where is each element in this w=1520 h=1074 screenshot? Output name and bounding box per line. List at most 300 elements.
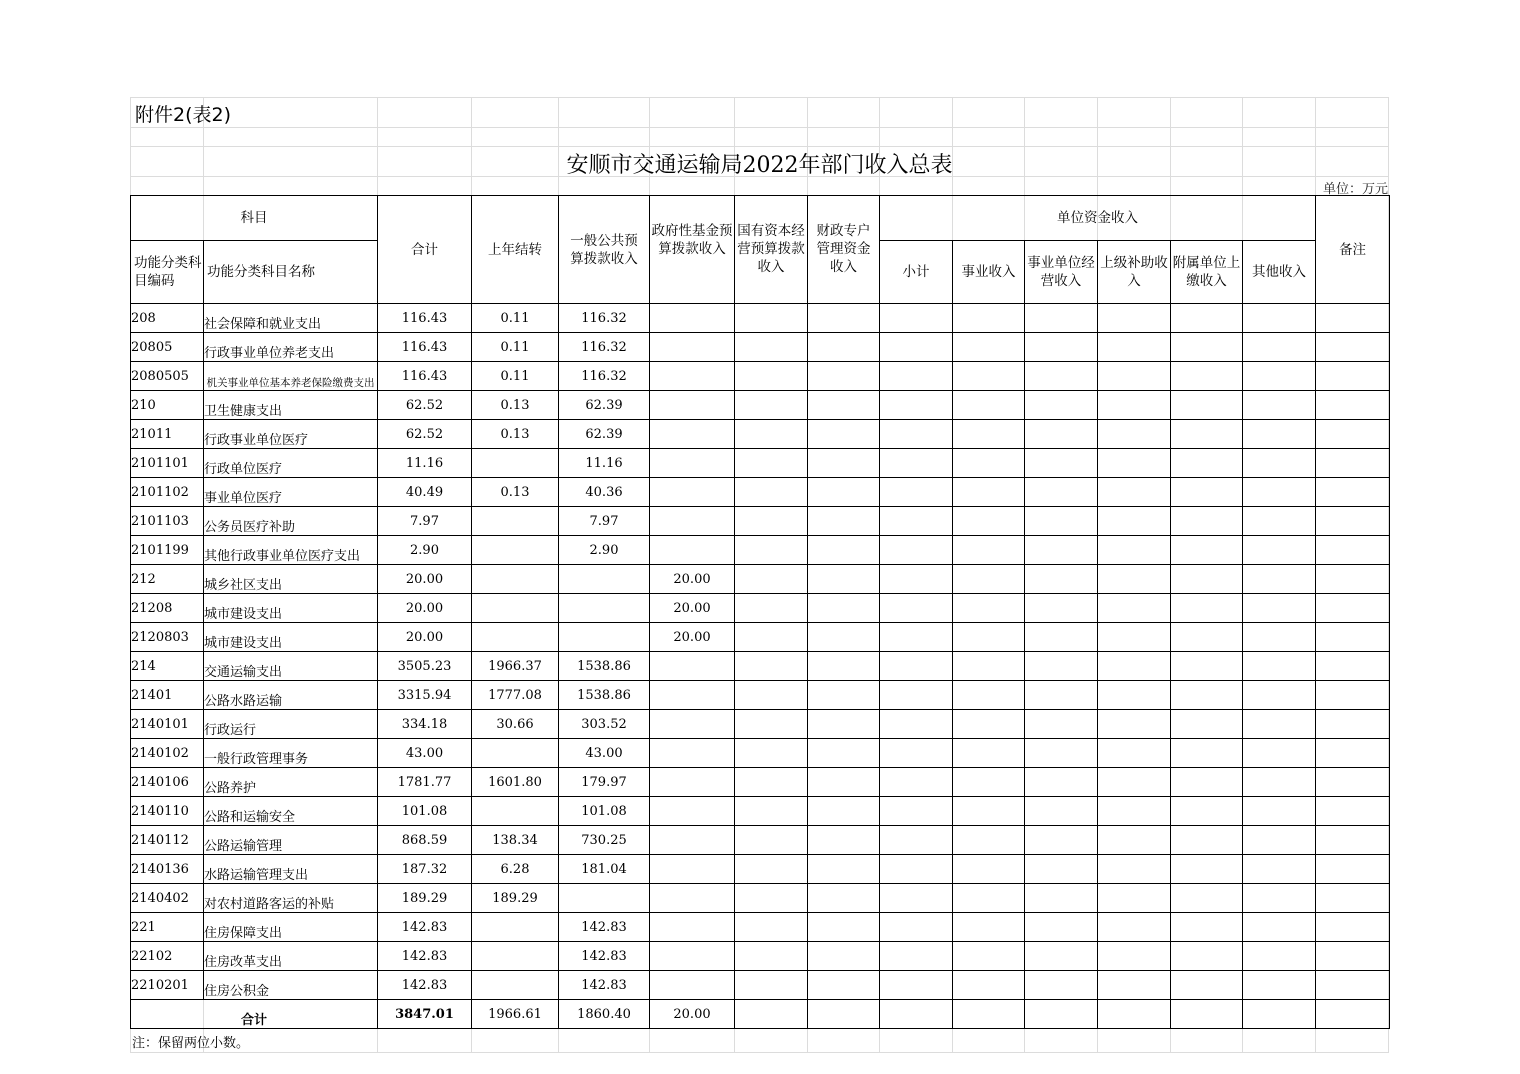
empty-cell [880, 768, 953, 797]
row-name: 公路水路运输 [204, 681, 378, 710]
row-gov-fund [650, 710, 735, 739]
empty-cell [953, 855, 1025, 884]
empty-cell [1025, 710, 1098, 739]
row-code: 2101103 [131, 507, 204, 536]
header-superior-subsidy: 上级补助收入 [1098, 241, 1171, 304]
row-carryover [472, 565, 559, 594]
empty-cell [1243, 681, 1316, 710]
empty-cell [953, 652, 1025, 681]
empty-cell [1243, 449, 1316, 478]
table-row [131, 913, 1390, 942]
row-carryover [472, 971, 559, 1000]
row-carryover: 1601.80 [472, 768, 559, 797]
table-body [131, 304, 1390, 1029]
row-code: 21208 [131, 594, 204, 623]
empty-cell [808, 333, 880, 362]
empty-cell [1316, 942, 1390, 971]
empty-cell [880, 826, 953, 855]
row-general-budget: 303.52 [559, 710, 650, 739]
empty-cell [1098, 797, 1171, 826]
empty-cell [1025, 797, 1098, 826]
row-carryover: 0.11 [472, 333, 559, 362]
table-row [131, 652, 1390, 681]
row-code: 2101102 [131, 478, 204, 507]
empty-cell [1243, 1000, 1316, 1029]
row-gov-fund [650, 971, 735, 1000]
empty-cell [880, 478, 953, 507]
empty-cell [808, 942, 880, 971]
empty-cell [1171, 971, 1243, 1000]
empty-cell [953, 1000, 1025, 1029]
empty-cell [1025, 507, 1098, 536]
row-gov-fund [650, 449, 735, 478]
row-general-budget: 179.97 [559, 768, 650, 797]
empty-cell [1171, 942, 1243, 971]
empty-cell [1098, 855, 1171, 884]
empty-cell [1171, 652, 1243, 681]
row-general-budget: 116.32 [559, 304, 650, 333]
row-code: 210 [131, 391, 204, 420]
empty-cell [808, 594, 880, 623]
row-gov-fund [650, 826, 735, 855]
row-carryover: 0.13 [472, 391, 559, 420]
empty-cell [1316, 710, 1390, 739]
row-code: 22102 [131, 942, 204, 971]
empty-cell [1025, 594, 1098, 623]
empty-cell [1243, 536, 1316, 565]
empty-cell [1025, 826, 1098, 855]
empty-cell [735, 942, 808, 971]
row-gov-fund [650, 304, 735, 333]
empty-cell [1171, 594, 1243, 623]
row-gov-fund [650, 797, 735, 826]
header-state-capital: 国有资本经营预算拨款收入 [735, 196, 808, 304]
row-carryover: 0.11 [472, 362, 559, 391]
row-general-budget [559, 594, 650, 623]
row-general-budget: 7.97 [559, 507, 650, 536]
row-carryover [472, 536, 559, 565]
row-name: 一般行政管理事务 [204, 739, 378, 768]
empty-cell [1098, 507, 1171, 536]
row-carryover [472, 623, 559, 652]
row-gov-fund [650, 420, 735, 449]
empty-cell [1098, 478, 1171, 507]
row-code: 21011 [131, 420, 204, 449]
empty-cell [953, 971, 1025, 1000]
row-carryover: 0.13 [472, 420, 559, 449]
empty-cell [1243, 304, 1316, 333]
row-name: 对农村道路客运的补贴 [204, 884, 378, 913]
empty-cell [880, 362, 953, 391]
empty-cell [1171, 391, 1243, 420]
empty-cell [1025, 449, 1098, 478]
empty-cell [1025, 478, 1098, 507]
empty-cell [808, 536, 880, 565]
empty-cell [1098, 971, 1171, 1000]
empty-cell [735, 362, 808, 391]
row-carryover: 30.66 [472, 710, 559, 739]
empty-cell [1316, 536, 1390, 565]
empty-cell [880, 449, 953, 478]
empty-cell [808, 884, 880, 913]
empty-cell [1171, 913, 1243, 942]
table-row [131, 536, 1390, 565]
row-gov-fund [650, 855, 735, 884]
empty-cell [1098, 826, 1171, 855]
row-name: 公路运输管理 [204, 826, 378, 855]
table-row [131, 739, 1390, 768]
row-general-budget: 142.83 [559, 913, 650, 942]
empty-cell [735, 681, 808, 710]
empty-cell [1316, 333, 1390, 362]
empty-cell [1243, 826, 1316, 855]
row-general-budget: 116.32 [559, 362, 650, 391]
empty-cell [808, 710, 880, 739]
row-general-budget: 40.36 [559, 478, 650, 507]
page-title: 安顺市交通运输局2022年部门收入总表 [566, 153, 953, 178]
header-gov-fund: 政府性基金预算拨款收入 [650, 196, 735, 304]
empty-cell [735, 652, 808, 681]
table-row [131, 565, 1390, 594]
empty-cell [808, 507, 880, 536]
empty-cell [880, 333, 953, 362]
empty-cell [880, 739, 953, 768]
table-row [131, 768, 1390, 797]
empty-cell [1243, 884, 1316, 913]
unit-label: 单位：万元 [1322, 182, 1388, 197]
empty-cell [1316, 768, 1390, 797]
empty-cell [1316, 478, 1390, 507]
row-general-budget: 62.39 [559, 391, 650, 420]
empty-cell [1171, 826, 1243, 855]
table-row [131, 971, 1390, 1000]
total-label: 合计 [131, 1000, 378, 1029]
row-carryover [472, 507, 559, 536]
row-general-budget: 101.08 [559, 797, 650, 826]
row-general-budget: 116.32 [559, 333, 650, 362]
empty-cell [1098, 681, 1171, 710]
table-row [131, 304, 1390, 333]
row-code: 208 [131, 304, 204, 333]
empty-cell [1171, 710, 1243, 739]
empty-cell [880, 304, 953, 333]
row-carryover [472, 594, 559, 623]
empty-cell [735, 1000, 808, 1029]
row-name: 城市建设支出 [204, 594, 378, 623]
row-name: 住房保障支出 [204, 913, 378, 942]
header-remark: 备注 [1316, 196, 1390, 304]
header-fiscal-special: 财政专户管理资金收入 [808, 196, 880, 304]
row-name: 社会保障和就业支出 [204, 304, 378, 333]
empty-cell [735, 768, 808, 797]
empty-cell [1098, 768, 1171, 797]
empty-cell [1025, 536, 1098, 565]
empty-cell [880, 855, 953, 884]
total-gov-fund: 20.00 [650, 1000, 735, 1029]
row-general-budget: 142.83 [559, 942, 650, 971]
row-general-budget: 1538.86 [559, 652, 650, 681]
empty-cell [808, 826, 880, 855]
header-subject: 科目 [131, 196, 378, 241]
empty-cell [1316, 507, 1390, 536]
empty-cell [808, 768, 880, 797]
empty-cell [1025, 420, 1098, 449]
empty-cell [1243, 478, 1316, 507]
table-row [131, 797, 1390, 826]
empty-cell [953, 333, 1025, 362]
empty-cell [735, 884, 808, 913]
empty-cell [1243, 652, 1316, 681]
empty-cell [1171, 304, 1243, 333]
table-row [131, 507, 1390, 536]
empty-cell [808, 304, 880, 333]
empty-cell [1316, 449, 1390, 478]
row-carryover: 189.29 [472, 884, 559, 913]
empty-cell [880, 884, 953, 913]
row-name: 行政运行 [204, 710, 378, 739]
empty-cell [953, 913, 1025, 942]
row-total: 2.90 [378, 536, 472, 565]
empty-cell [808, 681, 880, 710]
empty-cell [735, 739, 808, 768]
row-name: 其他行政事业单位医疗支出 [204, 536, 378, 565]
row-gov-fund [650, 652, 735, 681]
empty-cell [1098, 913, 1171, 942]
row-gov-fund [650, 739, 735, 768]
row-code: 2101101 [131, 449, 204, 478]
row-name: 行政单位医疗 [204, 449, 378, 478]
empty-cell [1243, 391, 1316, 420]
row-gov-fund [650, 768, 735, 797]
row-gov-fund [650, 681, 735, 710]
header-carryover: 上年结转 [472, 196, 559, 304]
row-total: 189.29 [378, 884, 472, 913]
empty-cell [1171, 884, 1243, 913]
row-total: 116.43 [378, 333, 472, 362]
empty-cell [880, 681, 953, 710]
empty-cell [1098, 652, 1171, 681]
row-gov-fund [650, 884, 735, 913]
row-total: 116.43 [378, 362, 472, 391]
header-unit-funds: 单位资金收入 [880, 196, 1316, 241]
empty-cell [1098, 304, 1171, 333]
empty-cell [1098, 1000, 1171, 1029]
row-code: 2140112 [131, 826, 204, 855]
table-row [131, 362, 1390, 391]
empty-cell [1025, 565, 1098, 594]
empty-cell [1171, 1000, 1243, 1029]
empty-cell [953, 681, 1025, 710]
row-carryover [472, 942, 559, 971]
row-general-budget [559, 884, 650, 913]
total-row [131, 1000, 1390, 1029]
empty-cell [953, 942, 1025, 971]
empty-cell [880, 971, 953, 1000]
empty-cell [880, 507, 953, 536]
row-name: 交通运输支出 [204, 652, 378, 681]
empty-cell [1171, 478, 1243, 507]
empty-cell [735, 304, 808, 333]
row-code: 20805 [131, 333, 204, 362]
empty-cell [1316, 797, 1390, 826]
row-general-budget: 730.25 [559, 826, 650, 855]
row-name: 城市建设支出 [204, 623, 378, 652]
empty-cell [1171, 768, 1243, 797]
empty-cell [735, 971, 808, 1000]
empty-cell [1171, 536, 1243, 565]
empty-cell [880, 797, 953, 826]
header-subtotal: 小计 [880, 241, 953, 304]
empty-cell [735, 797, 808, 826]
empty-cell [1098, 942, 1171, 971]
row-carryover: 138.34 [472, 826, 559, 855]
row-general-budget: 2.90 [559, 536, 650, 565]
table-row [131, 449, 1390, 478]
empty-cell [953, 536, 1025, 565]
row-code: 2140402 [131, 884, 204, 913]
header-other: 其他收入 [1243, 241, 1316, 304]
empty-cell [1098, 565, 1171, 594]
empty-cell [808, 478, 880, 507]
empty-cell [1316, 971, 1390, 1000]
table-row [131, 333, 1390, 362]
attachment-label: 附件2(表2) [135, 104, 232, 126]
row-name: 公路养护 [204, 768, 378, 797]
empty-cell [953, 797, 1025, 826]
row-name: 公路和运输安全 [204, 797, 378, 826]
row-name: 公务员医疗补助 [204, 507, 378, 536]
empty-cell [735, 855, 808, 884]
header-code: 功能分类科目编码 [131, 241, 204, 304]
row-general-budget [559, 565, 650, 594]
row-general-budget [559, 623, 650, 652]
empty-cell [1098, 594, 1171, 623]
empty-cell [1171, 420, 1243, 449]
row-code: 2120803 [131, 623, 204, 652]
row-gov-fund [650, 478, 735, 507]
row-gov-fund [650, 391, 735, 420]
empty-cell [1316, 681, 1390, 710]
row-general-budget: 43.00 [559, 739, 650, 768]
empty-cell [1243, 362, 1316, 391]
empty-cell [1171, 797, 1243, 826]
table-row [131, 420, 1390, 449]
empty-cell [735, 913, 808, 942]
empty-cell [953, 739, 1025, 768]
empty-cell [1243, 797, 1316, 826]
row-name: 城乡社区支出 [204, 565, 378, 594]
row-carryover: 0.13 [472, 478, 559, 507]
empty-cell [1098, 420, 1171, 449]
empty-cell [953, 826, 1025, 855]
row-code: 2140102 [131, 739, 204, 768]
row-total: 62.52 [378, 391, 472, 420]
empty-cell [1025, 884, 1098, 913]
row-gov-fund: 20.00 [650, 623, 735, 652]
empty-cell [735, 391, 808, 420]
empty-cell [808, 565, 880, 594]
row-gov-fund: 20.00 [650, 594, 735, 623]
empty-cell [880, 594, 953, 623]
row-total: 116.43 [378, 304, 472, 333]
empty-cell [1098, 362, 1171, 391]
row-gov-fund [650, 913, 735, 942]
empty-cell [1171, 362, 1243, 391]
empty-cell [880, 420, 953, 449]
total-general-budget: 1860.40 [559, 1000, 650, 1029]
empty-cell [1171, 507, 1243, 536]
empty-cell [1316, 652, 1390, 681]
row-total: 7.97 [378, 507, 472, 536]
empty-cell [808, 739, 880, 768]
empty-cell [953, 565, 1025, 594]
empty-cell [808, 855, 880, 884]
row-code: 214 [131, 652, 204, 681]
row-code: 2210201 [131, 971, 204, 1000]
empty-cell [1025, 739, 1098, 768]
empty-cell [953, 507, 1025, 536]
empty-cell [1316, 1000, 1390, 1029]
table-row [131, 826, 1390, 855]
empty-cell [1243, 507, 1316, 536]
row-carryover [472, 739, 559, 768]
empty-cell [1025, 855, 1098, 884]
empty-cell [1025, 623, 1098, 652]
row-carryover: 6.28 [472, 855, 559, 884]
table-row [131, 710, 1390, 739]
header-business: 事业收入 [953, 241, 1025, 304]
empty-cell [1025, 1000, 1098, 1029]
empty-cell [1025, 333, 1098, 362]
header-affiliated: 附属单位上缴收入 [1171, 241, 1243, 304]
empty-cell [1243, 623, 1316, 652]
row-carryover [472, 797, 559, 826]
empty-cell [1098, 333, 1171, 362]
row-code: 2140136 [131, 855, 204, 884]
empty-cell [880, 652, 953, 681]
empty-cell [1243, 942, 1316, 971]
empty-cell [1025, 971, 1098, 1000]
empty-cell [808, 797, 880, 826]
table-row [131, 391, 1390, 420]
row-name: 事业单位医疗 [204, 478, 378, 507]
row-name: 卫生健康支出 [204, 391, 378, 420]
row-total: 142.83 [378, 942, 472, 971]
empty-cell [1316, 565, 1390, 594]
empty-cell [1243, 710, 1316, 739]
row-carryover: 1777.08 [472, 681, 559, 710]
empty-cell [735, 449, 808, 478]
row-code: 2101199 [131, 536, 204, 565]
empty-cell [1171, 449, 1243, 478]
empty-cell [1316, 391, 1390, 420]
empty-cell [735, 536, 808, 565]
row-code: 2140110 [131, 797, 204, 826]
row-total: 40.49 [378, 478, 472, 507]
header-general-budget: 一般公共预算拨款收入 [559, 196, 650, 304]
empty-cell [1316, 855, 1390, 884]
table-row [131, 942, 1390, 971]
empty-cell [1171, 623, 1243, 652]
row-total: 334.18 [378, 710, 472, 739]
empty-cell [1243, 420, 1316, 449]
empty-cell [1243, 971, 1316, 1000]
empty-cell [735, 710, 808, 739]
row-carryover: 0.11 [472, 304, 559, 333]
footnote: 注：保留两位小数。 [132, 1036, 250, 1051]
empty-cell [735, 478, 808, 507]
row-gov-fund [650, 333, 735, 362]
